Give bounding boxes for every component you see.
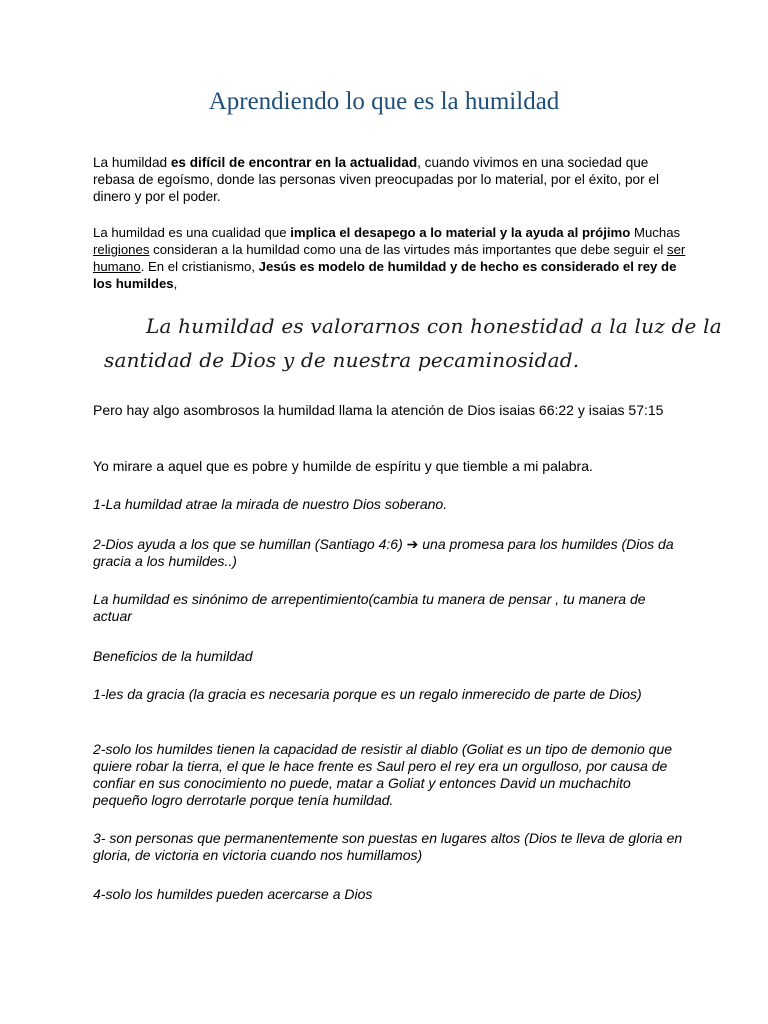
benefit-item-3: 3- son personas que permanentemente son puestas en lugares altos (Dios te lleva de gloria en gloria, de victoria en victoria cuando nos humillamos) [93, 830, 683, 863]
quote-line-2: santidad de Dios y de nuestra pecaminosidad. [104, 348, 580, 372]
paragraph-intro-bold: es difícil de encontrar en la actualidad [170, 155, 418, 170]
paragraph-definition-end: , [173, 276, 178, 291]
paragraph-intro-rest: , cuando vivimos en una sociedad que rebasa de egoísmo, donde las personas viven preocupadas por lo material, por el éxito, por el dinero y por el poder. [93, 155, 659, 204]
quote-line-1: La humildad es valorarnos con honestidad a la luz de la [146, 314, 722, 338]
page-title: Aprendiendo lo que es la humildad [208, 88, 560, 115]
paragraph-isaias: Pero hay algo asombrosos la humildad llama la atención de Dios isaias 66:22 y isaias 57:15 [93, 402, 664, 418]
paragraph-definition-muchas: Muchas [630, 225, 681, 240]
quote-image [100, 310, 722, 380]
paragraph-definition [93, 224, 693, 292]
list-item-2-text: 2-Dios ayuda a los que se humillan (Santiago 4:6) [93, 536, 407, 552]
benefit-item-4: 4-solo los humildes pueden acercarse a Dios [93, 886, 373, 902]
section-heading-beneficios: Beneficios de la humildad [93, 648, 253, 664]
list-item-1: 1-La humildad atrae la mirada de nuestro Dios soberano. [93, 496, 448, 512]
benefit-item-2: 2-solo los humildes tienen la capacidad de resistir al diablo (Goliat es un tipo de demonio que quiere robar la tierra, el que le hace frente es Saul pero el rey era un orgulloso, por causa de confiar en sus conocimiento no puede, matar a Goliat y entonces David un muchachito pequeño logro derrotarle porque tenía humildad. [93, 741, 673, 808]
paragraph-definition-text: La humildad es una cualidad que [93, 225, 291, 240]
paragraph-definition-bold-jesus: Jesús es modelo de humildad y de hecho es considerado el rey de los humildes [93, 259, 677, 291]
list-item-2 [93, 536, 683, 570]
list-item-2-rest: una promesa para los humildes (Dios da gracia a los humildes..) [93, 536, 674, 569]
paragraph-intro [93, 154, 683, 205]
paragraph-definition-mid: consideran a la humildad como una de las virtudes más importantes que debe seguir el [149, 242, 667, 257]
paragraph-definition-bold: implica el desapego a lo material y la ayuda al prójimo [290, 225, 631, 240]
link-religiones[interactable]: religiones [93, 242, 150, 257]
paragraph-yo-mirare: Yo mirare a aquel que es pobre y humilde de espíritu y que tiemble a mi palabra. [93, 458, 593, 474]
arrow-right-icon: ➔ [406, 536, 419, 552]
benefit-item-1: 1-les da gracia (la gracia es necesaria porque es un regalo inmerecido de parte de Dios) [93, 686, 642, 702]
paragraph-sinonimo: La humildad es sinónimo de arrepentimiento(cambia tu manera de pensar , tu manera de actuar [93, 591, 646, 624]
paragraph-intro-text: La humildad [93, 155, 171, 170]
paragraph-definition-crist: . En el cristianismo, [140, 259, 259, 274]
link-ser-humano[interactable]: ser humano [93, 242, 686, 274]
